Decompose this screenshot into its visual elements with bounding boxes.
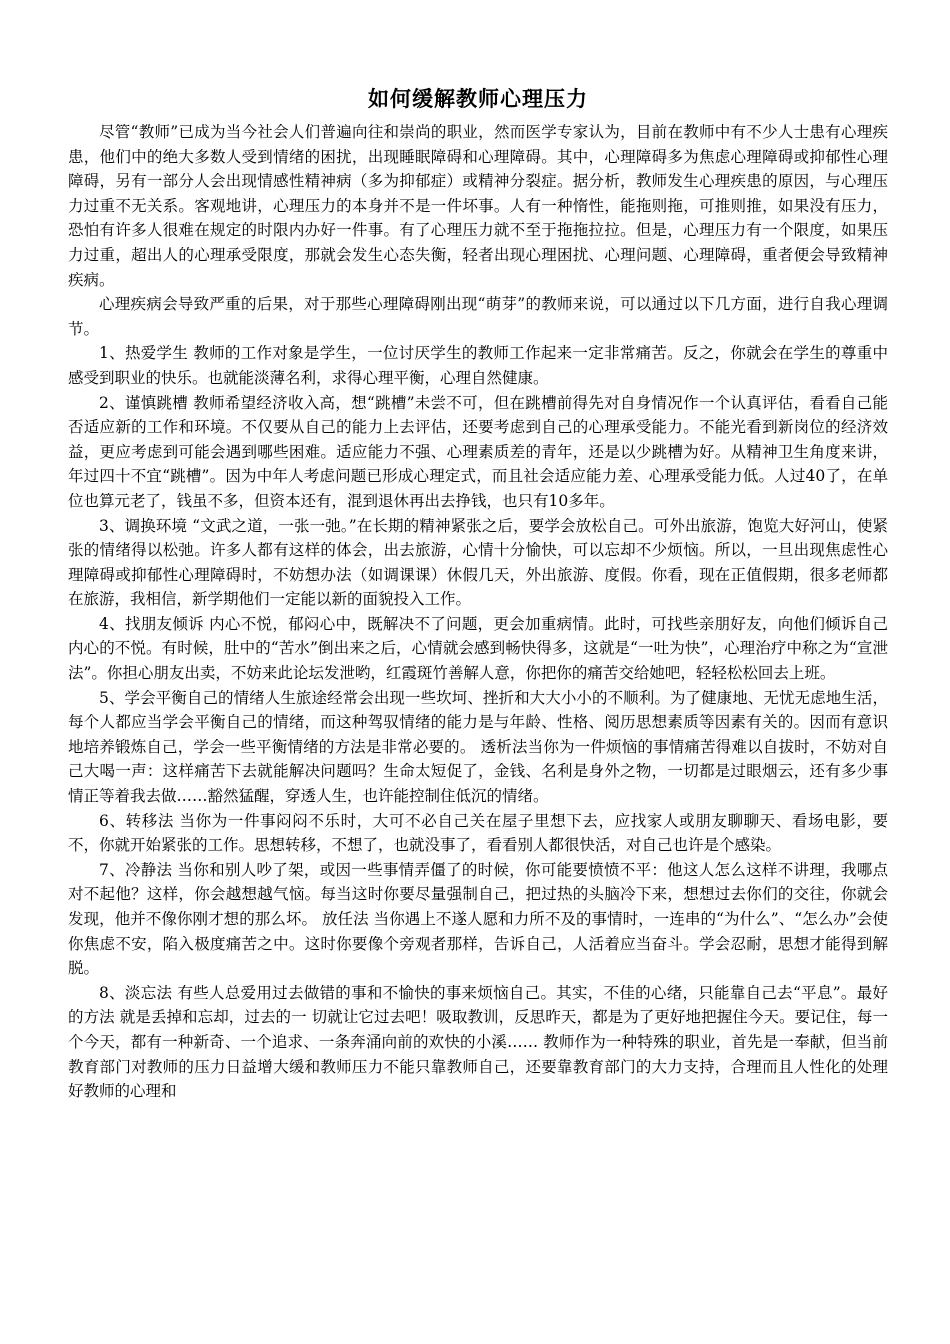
paragraph-item-8-forget-method: 8、淡忘法 有些人总爱用过去做错的事和不愉快的事来烦恼自己。其实，不佳的心绪，只能靠自己去“平息”。最好的方法 就是丢掉和忘却，过去的一 切就让它过去吧！吸取教训，反思昨天，都是为了更好地把握住今天。要记住，每一个今天，都有一种新奇、一个追求、一条奔涌向前的欢快的小溪…… 教师作为一种特殊的职业，首先是一奉献，但当前教育部门对教师的压力日益增大缓和教师压力不能只靠教师自己，还要靠教育部门的大力支持，合理而且人性化的处理好教师的心理和 [68, 983, 888, 1101]
page-title: 如何缓解教师心理压力 [368, 87, 588, 111]
paragraph-item-3-change-environment: 3、调换环境 “文武之道，一张一弛。”在长期的精神紧张之后，要学会放松自己。可外出旅游，饱览大好河山，使紧张的情绪得以松弛。许多人都有这样的体会，出去旅游，心情十分愉快，可以忘却不少烦恼。所以，一旦出现焦虑性心理障碍或抑郁性心理障碍时，不妨想办法（如调课课）休假几天，外出旅游、度假。你看，现在正值假期，很多老师都在旅游，我相信，新学期他们一定能以新的面貌投入工作。 [68, 516, 888, 609]
paragraph-item-6-transfer-method: 6、转移法 当你为一件事闷闷不乐时，大可不必自己关在屋子里想下去，应找家人或朋友聊聊天、看场电影，要不，你就开始紧张的工作。思想转移，不想了，也就没事了，看看别人都很快活，对自己也许是个感染。 [68, 811, 888, 855]
paragraph-item-1-love-students: 1、热爱学生 教师的工作对象是学生，一位讨厌学生的教师工作起来一定非常痛苦。反之，你就会在学生的尊重中感受到职业的快乐。也就能淡薄名利，求得心理平衡，心理自然健康。 [68, 344, 888, 387]
paragraph-item-4-talk-to-friends: 4、找朋友倾诉 内心不悦，郁闷心中，既解决不了问题，更会加重病情。此时，可找些亲朋好友，向他们倾诉自己内心的不悦。有时候，肚中的“苦水”倒出来之后，心情就会感到畅快得多，这就是“一吐为快”，心理治疗中称之为“宣泄法”。你担心朋友出卖，不妨来此论坛发泄哟，红霞斑竹善解人意，你把你的痛苦交给她吧，轻轻松松回去上班。 [68, 614, 888, 683]
paragraph-item-7-calm-method: 7、冷静法 当你和别人吵了架，或因一些事情弄僵了的时候，你可能要愤愤不平：他这人怎么这样不讲理，我哪点对不起他？这样，你会越想越气恼。每当这时你要尽量强制自己，把过热的头脑冷下来，想想过去你们的交往，你就会发现，他并不像你刚才想的那么坏。 放任法 当你遇上不遂人愿和力所不及的事情时，一连串的“为什么”、“怎么办”会使你焦虑不安，陷入极度痛苦之中。这时你要像个旁观者那样，告诉自己，人活着应当奋斗。学会忍耐，思想才能得到解脱。 [68, 860, 888, 978]
paragraph-consequences: 心理疾病会导致严重的后果，对于那些心理障碍刚出现“萌芽”的教师来说，可以通过以下几方面，进行自我心理调节。 [68, 295, 888, 338]
paragraph-intro: 尽管“教师”已成为当今社会人们普遍向往和崇尚的职业，然而医学专家认为，目前在教师中有不少人士患有心理疾患，他们中的绝大多数人受到情绪的困扰，出现睡眠障碍和心理障碍。其中，心理障碍多为焦虑心理障碍或抑郁性心理障碍，另有一部分人会出现情感性精神病（多为抑郁症）或精神分裂症。据分析，教师发生心理疾患的原因，与心理压力过重不无关系。客观地讲，心理压力的本身并不是一件坏事。人有一种惰性，能拖则拖，可推则推，如果没有压力，恐怕有许多人很难在规定的时限内办好一件事。有了心理压力就不至于拖拖拉拉。但是，心理压力有一个限度，如果压力过重，超出人的心理承受限度，那就会发生心态失衡，轻者出现心理困扰、心理问题、心理障碍，重者便会导致精神疾病。 [68, 123, 888, 289]
document-page [68, 84, 888, 1104]
paragraph-item-5-balance-emotions: 5、学会平衡自己的情绪人生旅途经常会出现一些坎坷、挫折和大大小小的不顺利。为了健康地、无忧无虑地生活，每个人都应当学会平衡自己的情绪，而这种驾驭情绪的能力是与年龄、性格、阅历思想素质等因素有关的。因而有意识地培养锻炼自己，学会一些平衡情绪的方法是非常必要的。 透析法当你为一件烦恼的事情痛苦得难以自拔时，不妨对自己大喝一声：这样痛苦下去就能解决问题吗？生命太短促了，金钱、名利是身外之物，一切都是过眼烟云，还有多少事情正等着我去做……豁然猛醒，穿透人生，也许能控制住低沉的情绪。 [68, 688, 888, 806]
paragraph-item-2-careful-job-change: 2、谨慎跳槽 教师希望经济收入高，想“跳槽”未尝不可，但在跳槽前得先对自身情况作一个认真评估，看看自己能否适应新的工作和环境。不仅要从自己的能力上去评估，还要考虑到自己的心理承受能力。不能光看到新岗位的经济效益，更应考虑到可能会遇到哪些困难。适应能力不强、心理素质差的青年，还是以少跳槽为好。从精神卫生角度来讲，年过四十不宜“跳槽”。因为中年人考虑问题已形成心理定式，而且社会适应能力差、心理承受能力低。人过40了，在单位也算元老了，钱虽不多，但资本还有，混到退休再出去挣钱，也只有10多年。 [68, 393, 888, 510]
